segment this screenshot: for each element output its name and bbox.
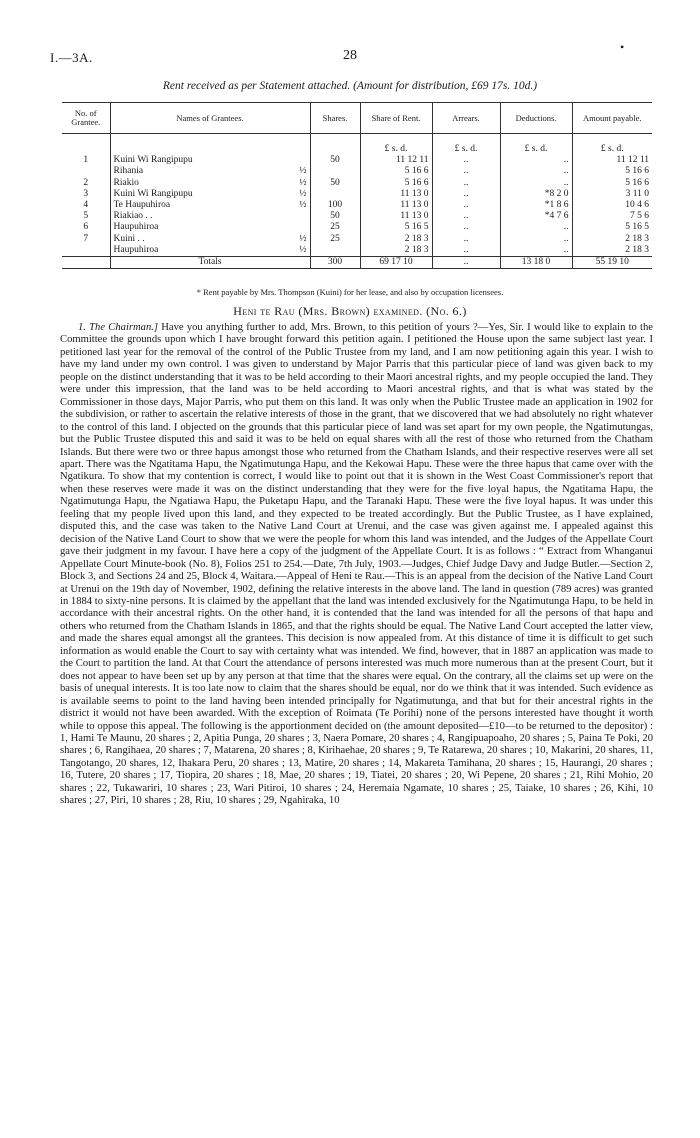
totals-shares: 300 xyxy=(310,257,360,269)
table-footnote: * Rent payable by Mrs. Thompson (Kuini) for her lease, and also by occupation licensees. xyxy=(196,287,504,297)
deductions-value: .. xyxy=(500,245,572,257)
shares-value xyxy=(310,245,360,257)
print-mark: • xyxy=(620,40,625,54)
arrears-value: .. xyxy=(432,211,500,222)
shares-value xyxy=(310,166,360,177)
totals-rent: 69 17 10 xyxy=(360,257,432,269)
grantee-name-text: Haupuhiroa xyxy=(113,222,159,233)
grantee-name-text: Kuini Wi Rangipupu xyxy=(113,188,193,199)
share-fraction: ½ xyxy=(299,188,307,199)
grantee-name xyxy=(110,200,310,211)
grantee-name xyxy=(110,222,310,233)
body-paragraph-text: Have you anything further to add, Mrs. Brown, to this petition of yours ?—Yes, Sir. I would like to explain to the Committee the grounds upon which I have brought forward this petition again. I petitioned the House upon the same subject last year. I petitioned last year for the removal of the control of the Public Trustee from my land, and I am now petitioning again this year. I wish to have my land under my own control. I was given to understand by Major Parris that this particular piece of land was given back to my people on the distinct understanding that it was to be held according to their Maori ancestral rights, and my people occupied the land. They were under this impression, that the land was to be held according to Maori ancestral rights, and that is what was stated by the Commissioner in those days, Major Parris, who put them on this land. It was only when the Public Trustee made an application in 1902 for the subdivision, or rather to ascertain the relative interests of those in the grant, that we discovered that we had absolutely no right whatever to the control of this land. I objected on the grounds that this particular piece of land was set apart for my own people, the Ngatimutungas, but the Public Trustee disputed this and said it was to be held on equal shares with all the rest of those who returned from the Chatham Islands. But there were two or three hapus amongst those who returned from the Chatham Islands, and their respective reserves were all set apart. There was the Ngatitama Hapu, the Ngatimutunga Hapu, and the Kekowai Hapu. These were the three hapus that came over with the Ngatikura. To show that my contention is correct, I would like to point out that it is shown in the West Coast Commissioner's report that when these reserves were made it was on the distinct understanding that they were for the five loyal hapus, the Ngatitama Hapu, the Ngatimutunga Hapu, the Ngatiawa Hapu, the Puketapu Hapu, and the Taranaki Hapu. These were the five loyal hapus. It was under this feeling that my people lived upon this land, and they expected to be treated accordingly. But the Public Trustee, as I have explained, disputed this, and the case was taken to the Native Land Court at Urenui, and the case was given against me. I appealed against this decision of the Native Land Court to show that we were the people for whom this land was intended, and the Judges of the Appellate Court gave their judgment in my favour. I have here a copy of the judgment of the Appellate Court. It is as follows : “ Extract from Whanganui Appellate Court Minute-book (No. 8), Folios 251 to 254.—Date, 7th July, 1903.—Judges, Chief Judge Davy and Judge Butler.—Section 2, Block 3, and Sections 24 and 25, Block 4, Waitara.—Appeal of Heni te Rau.—This is an appeal from the decision of the Native Land Court at Urenui on the 19th day of November, 1902, defining the relative interests in the above land. The land in question (789 acres) was granted in 1884 to sixty-nine persons. It is claimed by the appellant that the land was intended exclusively for the Ngatimutunga Hapu, to be held in accordance with their ancestral rights. On the other hand, it is contended that the land was intended for all the persons of that hapu and others who returned from the Chatham Islands in 1865, and that the rights should be equal. The Native Land Court accepted the latter view, and made the shares equal amongst all the grantees. This decision is now appealed from. At this distance of time it is difficult to get such information as would enable the Court to say with certainty what was intended. We find, however, that in 1887 an application was made to the Court to partition the land. At that Court the attendance of persons interested was much more numerous than at the present Court, but it does not appear to have been set up by any person at that time that the shares were equal. On the contrary, all the claims set up were on the basis of unequal interests. It is too late now to claim that the shares should be equal, nor do we think that it was intended. Such evidence as is available seems to point to the land having been intended principally for Ngatimutunga, and that but for their ancestral rights in the district it would not have been awarded. With the exception of Roimata (Te Porihi) none of the persons interested have thought it worth while to oppose this appeal. The following is the apportionment decided on (the amount deposited—£10—to be returned to the depositor) : 1, Hami Te Maunu, 20 shares ; 2, Apitia Punga, 20 shares ; 3, Naera Pomare, 20 shares ; 4, Rangipuapoaho, 20 shares ; 5, Paina Te Poki, 20 shares ; 6, Rangihaea, 20 shares ; 7, Matarena, 20 shares ; 8, Kirihaehae, 20 shares ; 9, Te Ratarewa, 20 shares ; 10, Makarini, 20 shares, 11, Tangotango, 20 shares, 12, Ihakara Peru, 20 shares ; 13, Matire, 20 shares ; 14, Makareta Tamihana, 20 shares ; 15, Haurangi, 20 shares ; 16, Tutere, 20 shares ; 17, Tiopira, 20 shares ; 18, Mae, 20 shares ; 19, Tiatei, 20 shares ; 20, Wi Pepene, 20 shares ; 21, Rihi Mohio, 20 shares ; 22, Tukawariri, 10 shares ; 23, Wari Pitiroi, 10 shares ; 24, Heremaia Ngamate, 10 shares ; 25, Taiake, 10 shares ; 26, Kihi, 10 shares ; 27, Piri, 10 shares ; 28, Riu, 10 shares ; 29, Ngahiraka, 10 xyxy=(60,322,654,807)
col-header-arrears: Arrears. xyxy=(432,103,500,134)
amount-payable-value: 10 4 6 xyxy=(572,200,652,211)
share-of-rent-value: 2 18 3 xyxy=(360,234,432,245)
lsd-label: £ s. d. xyxy=(572,134,652,156)
share-fraction: ½ xyxy=(299,244,307,255)
grantee-name xyxy=(110,234,310,245)
deductions-value: .. xyxy=(500,155,572,166)
amount-payable-value: 3 11 0 xyxy=(572,189,652,200)
totals-label: Totals xyxy=(110,257,310,269)
table-caption: Rent received as per Statement attached. (Amount for distribution, £69 17s. 10d.) xyxy=(162,80,538,92)
arrears-value: .. xyxy=(432,200,500,211)
share-of-rent-value: 5 16 6 xyxy=(360,178,432,189)
shares-value: 25 xyxy=(310,222,360,233)
table-row xyxy=(62,189,652,200)
shares-value: 50 xyxy=(310,211,360,222)
body-text xyxy=(60,322,653,808)
amount-payable-value: 2 18 3 xyxy=(572,245,652,257)
grantee-no: 4 xyxy=(83,200,89,211)
grantee-name xyxy=(110,189,310,200)
share-of-rent-value: 5 16 6 xyxy=(360,166,432,177)
lsd-row xyxy=(62,134,652,156)
share-of-rent-value: 2 18 3 xyxy=(360,245,432,257)
table-row xyxy=(62,234,652,245)
grantee-name xyxy=(110,178,310,189)
col-header-share-of-rent: Share of Rent. xyxy=(360,103,432,134)
share-of-rent-value: 11 12 11 xyxy=(360,155,432,166)
col-header-shares: Shares. xyxy=(310,103,360,134)
totals-deductions: 13 18 0 xyxy=(500,257,572,269)
col-header-deductions: Deductions. xyxy=(500,103,572,134)
share-fraction: ½ xyxy=(299,200,307,211)
grantee-name-text: Te Haupuhiroa xyxy=(113,200,171,211)
deductions-value: *8 2 0 xyxy=(500,189,572,200)
amount-payable-value: 11 12 11 xyxy=(572,155,652,166)
grantee-no: 3 xyxy=(83,188,89,199)
grantee-name xyxy=(110,211,310,222)
shares-value: 100 xyxy=(310,200,360,211)
deductions-value: *4 7 6 xyxy=(500,211,572,222)
table-row xyxy=(62,155,652,166)
lsd-label: £ s. d. xyxy=(500,134,572,156)
col-header-amount-payable: Amount payable. xyxy=(572,103,652,134)
shares-value: 25 xyxy=(310,234,360,245)
col-header-names: Names of Grantees. xyxy=(110,103,310,134)
share-fraction: ½ xyxy=(299,166,307,177)
deductions-value: .. xyxy=(500,222,572,233)
deductions-value: .. xyxy=(500,178,572,189)
grantee-name xyxy=(110,245,310,257)
table-row xyxy=(62,211,652,222)
amount-payable-value: 2 18 3 xyxy=(572,234,652,245)
totals-arrears: .. xyxy=(432,257,500,269)
totals-row xyxy=(62,257,652,269)
document-reference: I.—3A. xyxy=(50,50,93,65)
table-row xyxy=(62,166,652,177)
body-lead-in: 1. The Chairman.] xyxy=(78,322,159,333)
page-number: 28 xyxy=(343,48,357,63)
grantee-name-text: Riakio xyxy=(113,177,139,188)
grantee-name xyxy=(110,155,310,166)
totals-payable: 55 19 10 xyxy=(572,257,652,269)
share-fraction: ½ xyxy=(299,233,307,244)
share-of-rent-value: 5 16 5 xyxy=(360,222,432,233)
table-row xyxy=(62,200,652,211)
table-row xyxy=(62,245,652,257)
grantee-name-text: Riakiao . . xyxy=(113,211,153,222)
table-row xyxy=(62,178,652,189)
body-paragraph xyxy=(60,322,653,808)
arrears-value: .. xyxy=(432,245,500,257)
arrears-value: .. xyxy=(432,234,500,245)
grantee-no: 7 xyxy=(83,233,89,244)
grantee-no xyxy=(62,245,110,257)
grantee-name-text: Kuini . . xyxy=(113,233,145,244)
arrears-value: .. xyxy=(432,189,500,200)
grantee-no: 2 xyxy=(83,177,89,188)
grantee-no: 5 xyxy=(83,211,89,222)
deductions-value: *1 8 6 xyxy=(500,200,572,211)
col-header-no: No. of Grantee. xyxy=(62,103,110,134)
amount-payable-value: 5 16 5 xyxy=(572,222,652,233)
arrears-value: .. xyxy=(432,155,500,166)
share-of-rent-value: 11 13 0 xyxy=(360,211,432,222)
table-row xyxy=(62,222,652,233)
rent-table xyxy=(62,102,652,269)
amount-payable-value: 7 5 6 xyxy=(572,211,652,222)
grantee-name xyxy=(110,166,310,177)
shares-value: 50 xyxy=(310,178,360,189)
arrears-value: .. xyxy=(432,166,500,177)
grantee-no: 6 xyxy=(83,222,89,233)
arrears-value: .. xyxy=(432,222,500,233)
grantee-no: 1 xyxy=(83,155,89,166)
share-of-rent-value: 11 13 0 xyxy=(360,189,432,200)
shares-value xyxy=(310,189,360,200)
grantee-name-text: Rihania xyxy=(113,166,144,177)
grantee-no xyxy=(62,166,110,177)
lsd-label: £ s. d. xyxy=(360,134,432,156)
amount-payable-value: 5 16 6 xyxy=(572,178,652,189)
deductions-value: .. xyxy=(500,166,572,177)
shares-value: 50 xyxy=(310,155,360,166)
share-of-rent-value: 11 13 0 xyxy=(360,200,432,211)
section-title: Heni te Rau (Mrs. Brown) examined. (No. 6.) xyxy=(233,304,467,318)
amount-payable-value: 5 16 6 xyxy=(572,166,652,177)
share-fraction: ½ xyxy=(299,177,307,188)
arrears-value: .. xyxy=(432,178,500,189)
grantee-name-text: Haupuhiroa xyxy=(113,244,159,255)
lsd-label: £ s. d. xyxy=(432,134,500,156)
deductions-value: .. xyxy=(500,234,572,245)
grantee-name-text: Kuini Wi Rangipupu xyxy=(113,155,193,166)
